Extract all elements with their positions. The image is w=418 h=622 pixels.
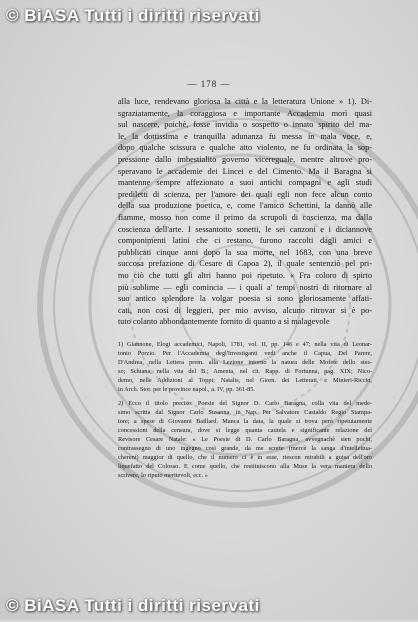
footnote-line: scrivere, lo riputo meritevoli, ecc. » bbox=[118, 472, 208, 480]
footnotes bbox=[118, 340, 372, 480]
footnote-line: Revisore Cesare Natale: « Le Poesie di D. Carlo Baragna, avvegnachè sien pochi, bbox=[118, 435, 372, 443]
copyright-watermark-bottom-text: © BiASA Tutti i diritti riservati bbox=[6, 596, 260, 615]
copyright-watermark-bottom bbox=[0, 592, 418, 622]
footnote-line: tonio Porzio. Per l'Accademia degl'Investiganti vedi anche il Capua, Del Parere, bbox=[118, 350, 372, 358]
footnote bbox=[118, 340, 372, 395]
text-line: componimenti latini che ci restano, furono raccolti dagli amici e bbox=[118, 236, 372, 246]
text-line: cati, non così di leggieri, per mio avviso, alcuno ritrovar si è po- bbox=[118, 305, 372, 315]
text-line: mantenne sempre affezionato a suoi antichi compagni e agli studi bbox=[118, 178, 372, 188]
text-line: della sua produzione poetica, e, come l'amico Schettini, la dannò alle bbox=[118, 201, 372, 211]
text-line: suo antico splendore la volgar poesia si sono gloriosamente affati- bbox=[118, 294, 372, 304]
footnote-line: demo, nelle Addizioni al Toppi; Natalis, nel Giorn. dei Letterati, e Minieri-Riccio, bbox=[118, 377, 372, 385]
footnote-line: so; Schiana, nella vita del B.; Amenta, nel cit. Rapp. di Fortunna, pag. XIX; Nico- bbox=[118, 368, 372, 376]
footnote-line: tore; a spese di Giovanni Baillard. Manca la data, la quale si trova però ripetutamente bbox=[118, 417, 372, 425]
copyright-watermark-top bbox=[0, 2, 418, 32]
footnote-line: concessioni della censura, dove si legge quanta cautela e significante relazione del bbox=[118, 426, 372, 434]
text-line: speravano le accademie dei Lincei e del Cimento. Ma il Baragna si bbox=[118, 166, 372, 176]
text-line: tuto colanto abbondantemente fornito di quanto a sì malagevole bbox=[118, 317, 330, 327]
text-line: succosa prefazione di Cesare di Capoa 2), il quale sentenziò pel pri- bbox=[118, 259, 372, 269]
footnote-line: contrassegno di uno ingegno così grande, da me scorte (mercè la sanga d'intellettua- bbox=[118, 445, 372, 453]
text-line: dopo qualche scissura e qualche atto violento, ne fu ordinata la sop- bbox=[118, 143, 372, 153]
text-line: pressione dallo imbestialito governo vicereguale, mentre altrove pro- bbox=[118, 154, 372, 164]
text-line: le, la dottissima e tranquilla adunanza fu messa in mala voce, e, bbox=[118, 131, 372, 141]
text-line: fiamme, mosso non come il primo da scrupoli di coscienza, ma dalla bbox=[118, 212, 372, 222]
text-line: mo ciò che tutti gli altri hanno poi ripetuto. « Fra coloro di spirto bbox=[118, 270, 372, 280]
text-line: sul nascere, poichè, fosse invidia o sospetto o innato spirito del ma- bbox=[118, 120, 372, 130]
footnote-line: liquefatto del Colosso. E come quello, che restituiscono alla Muse la vera maniera dello bbox=[118, 463, 372, 471]
footnote-line: 1) Giannone, Elogi accademici, Napoli, 1781, vol. II, pp. 146 e 47; nella vita di Leonar- bbox=[118, 341, 372, 348]
footnote-line: simo scritta dal Signor Carlo Susanna, in Nap. Per Salvatore Castaldo Regio Stampa- bbox=[118, 408, 372, 416]
text-line: pubblicati cinque anni dopo la sua morte, nel 1683, con una breve bbox=[118, 247, 372, 257]
text-line: alla luce, rendevano gloriosa la città e la letteratura Unione » 1). Di- bbox=[118, 97, 372, 106]
text-line: coscienza dell'arte. I sessantotto sonetti, le sei canzoni e i diciannove bbox=[118, 224, 372, 234]
footnote-line: 2) Ecco il titolo preciso: Poesie del Signor D. Carlo Baragna, colla vita del mede- bbox=[118, 399, 372, 407]
footnote bbox=[118, 399, 372, 481]
footnote-line: cherent) maggior di quello, che il numero ci è in esse, riescon mirabili a guisa dell'oro bbox=[118, 454, 372, 462]
main-text bbox=[118, 96, 372, 328]
footnote-line: D'Andrea, nella Lettera prem. alla Lezione intorno la natura delle Mofete dello stes- bbox=[118, 359, 372, 367]
copyright-watermark-top-text: © BiASA Tutti i diritti riservati bbox=[6, 6, 260, 25]
text-line: più sublime — egli comincia — i quali a' tempi nostri di ritornare al bbox=[118, 282, 372, 292]
text-line: sgraziatamente, la coraggiosa e importante Accademia morì quasi bbox=[118, 108, 372, 118]
footnote-line: in Arch. Stor. per le province napol., a. IV, pp. 361-85. bbox=[118, 386, 255, 394]
page-number: — 178 — bbox=[187, 79, 231, 89]
text-line: prediletti di scienza, per l'amore dei quali egli non fece alcun conto bbox=[118, 189, 372, 199]
